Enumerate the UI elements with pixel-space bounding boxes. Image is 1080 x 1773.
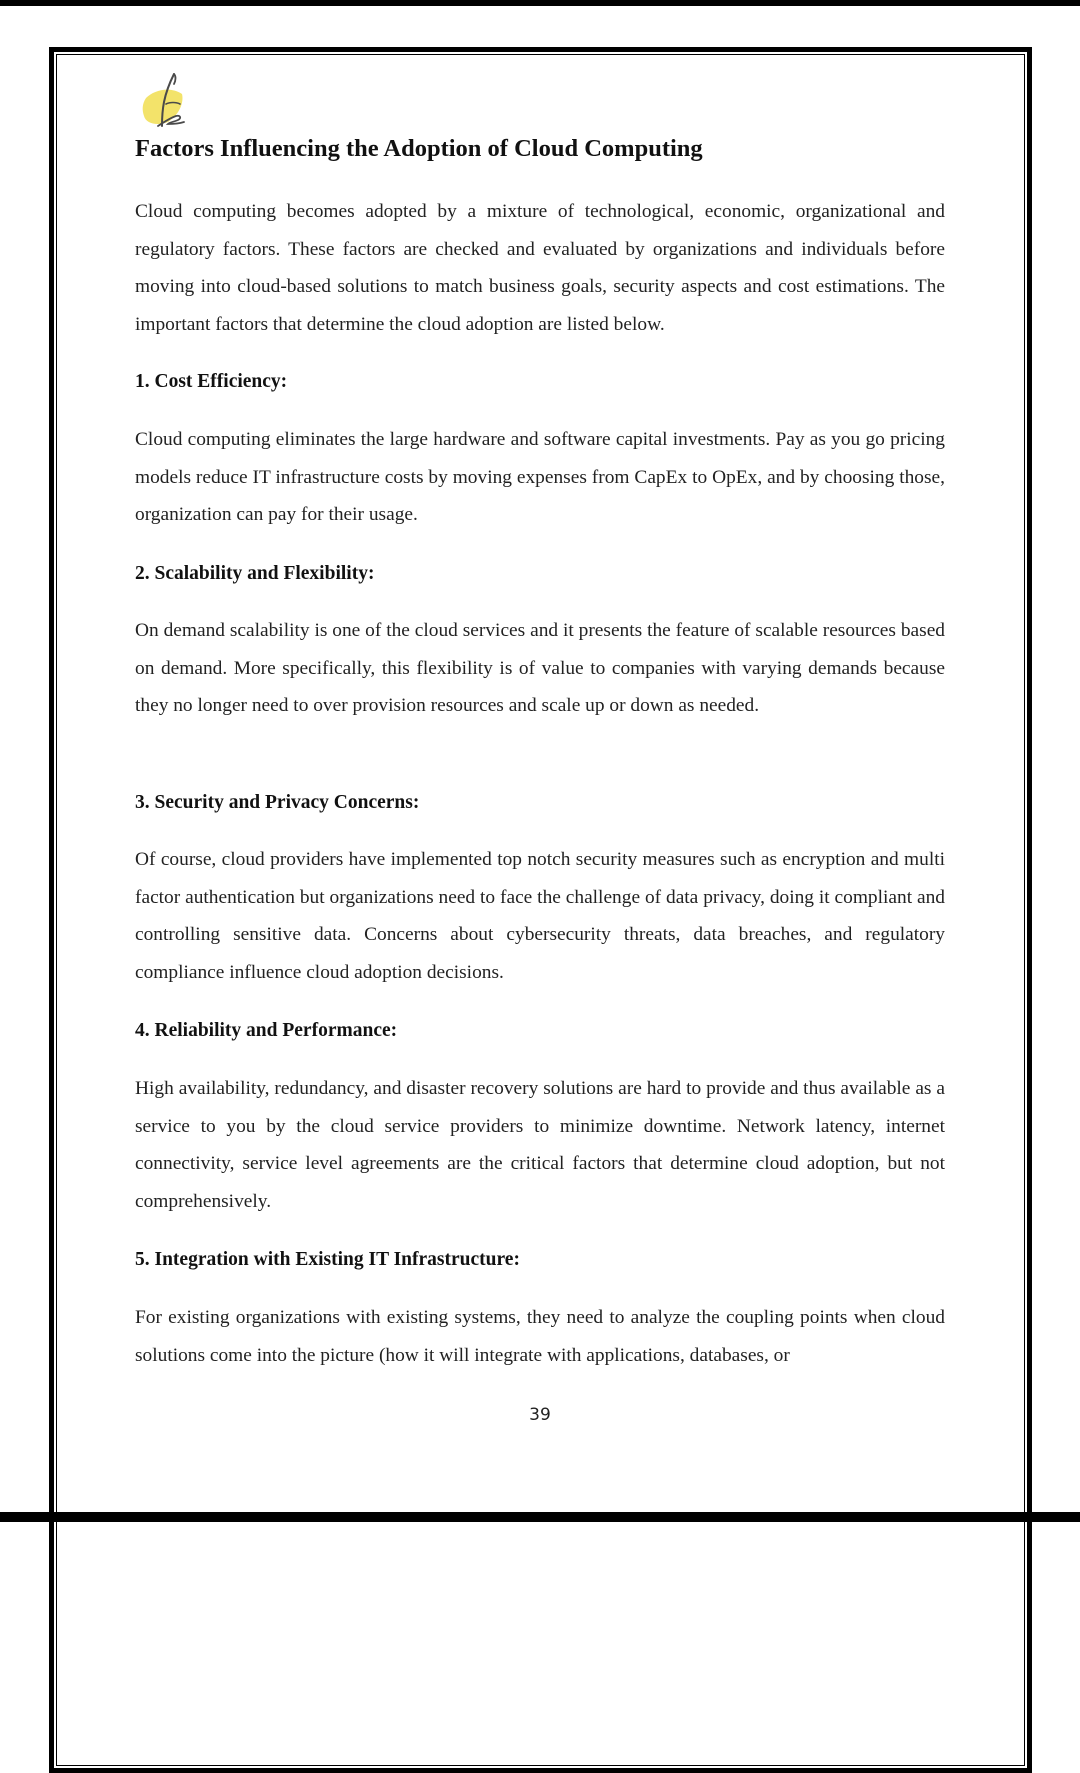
section-body-scalability: On demand scalability is one of the cloud services and it presents the feature of scalable resources based on demand. More specifically, this flexibility is of value to companies with varying demands because they no longer need to over provision resources and scale up or down as needed. xyxy=(135,620,945,716)
section-heading-cost-efficiency: 1. Cost Efficiency: xyxy=(135,371,288,392)
intro-paragraph: Cloud computing becomes adopted by a mixture of technological, economic, organizational and regulatory factors. These factors are checked and evaluated by organizations and individuals before moving into cloud-based solutions to match business goals, security aspects and cost estimations. The important factors that determine the cloud adoption are listed below. xyxy=(135,201,945,335)
pen-writing-icon xyxy=(140,72,204,132)
section-heading-reliability: 4. Reliability and Performance: xyxy=(135,1020,398,1041)
page-number: 39 xyxy=(529,1405,551,1425)
section-body-cost-efficiency: Cloud computing eliminates the large hardware and software capital investments. Pay as you go pricing models reduce IT infrastructure costs by moving expenses from CapEx to OpEx, and by choosing those, organization can pay for their usage. xyxy=(135,429,945,525)
section-body-reliability: High availability, redundancy, and disaster recovery solutions are hard to provide and thus available as a service to you by the cloud service providers to minimize downtime. Network latency, internet connectivity, service level agreements are the critical factors that determine cloud adoption, but not comprehensively. xyxy=(135,1078,945,1212)
section-body-integration: For existing organizations with existing systems, they need to analyze the coupling points when cloud solutions come into the picture (how it will integrate with applications, databases, or xyxy=(135,1307,945,1366)
screen-edge-bottom xyxy=(0,1512,1080,1522)
page-title: Factors Influencing the Adoption of Cloud Computing xyxy=(135,135,703,162)
section-body-security: Of course, cloud providers have implemented top notch security measures such as encryption and multi factor authentication but organizations need to face the challenge of data privacy, doing it compliant and controlling sensitive data. Concerns about cybersecurity threats, data breaches, and regulatory compliance influence cloud adoption decisions. xyxy=(135,849,945,983)
section-heading-integration: 5. Integration with Existing IT Infrastructure: xyxy=(135,1249,520,1270)
section-heading-security: 3. Security and Privacy Concerns: xyxy=(135,792,420,813)
section-heading-scalability: 2. Scalability and Flexibility: xyxy=(135,563,375,584)
screen-edge-top xyxy=(0,0,1080,6)
